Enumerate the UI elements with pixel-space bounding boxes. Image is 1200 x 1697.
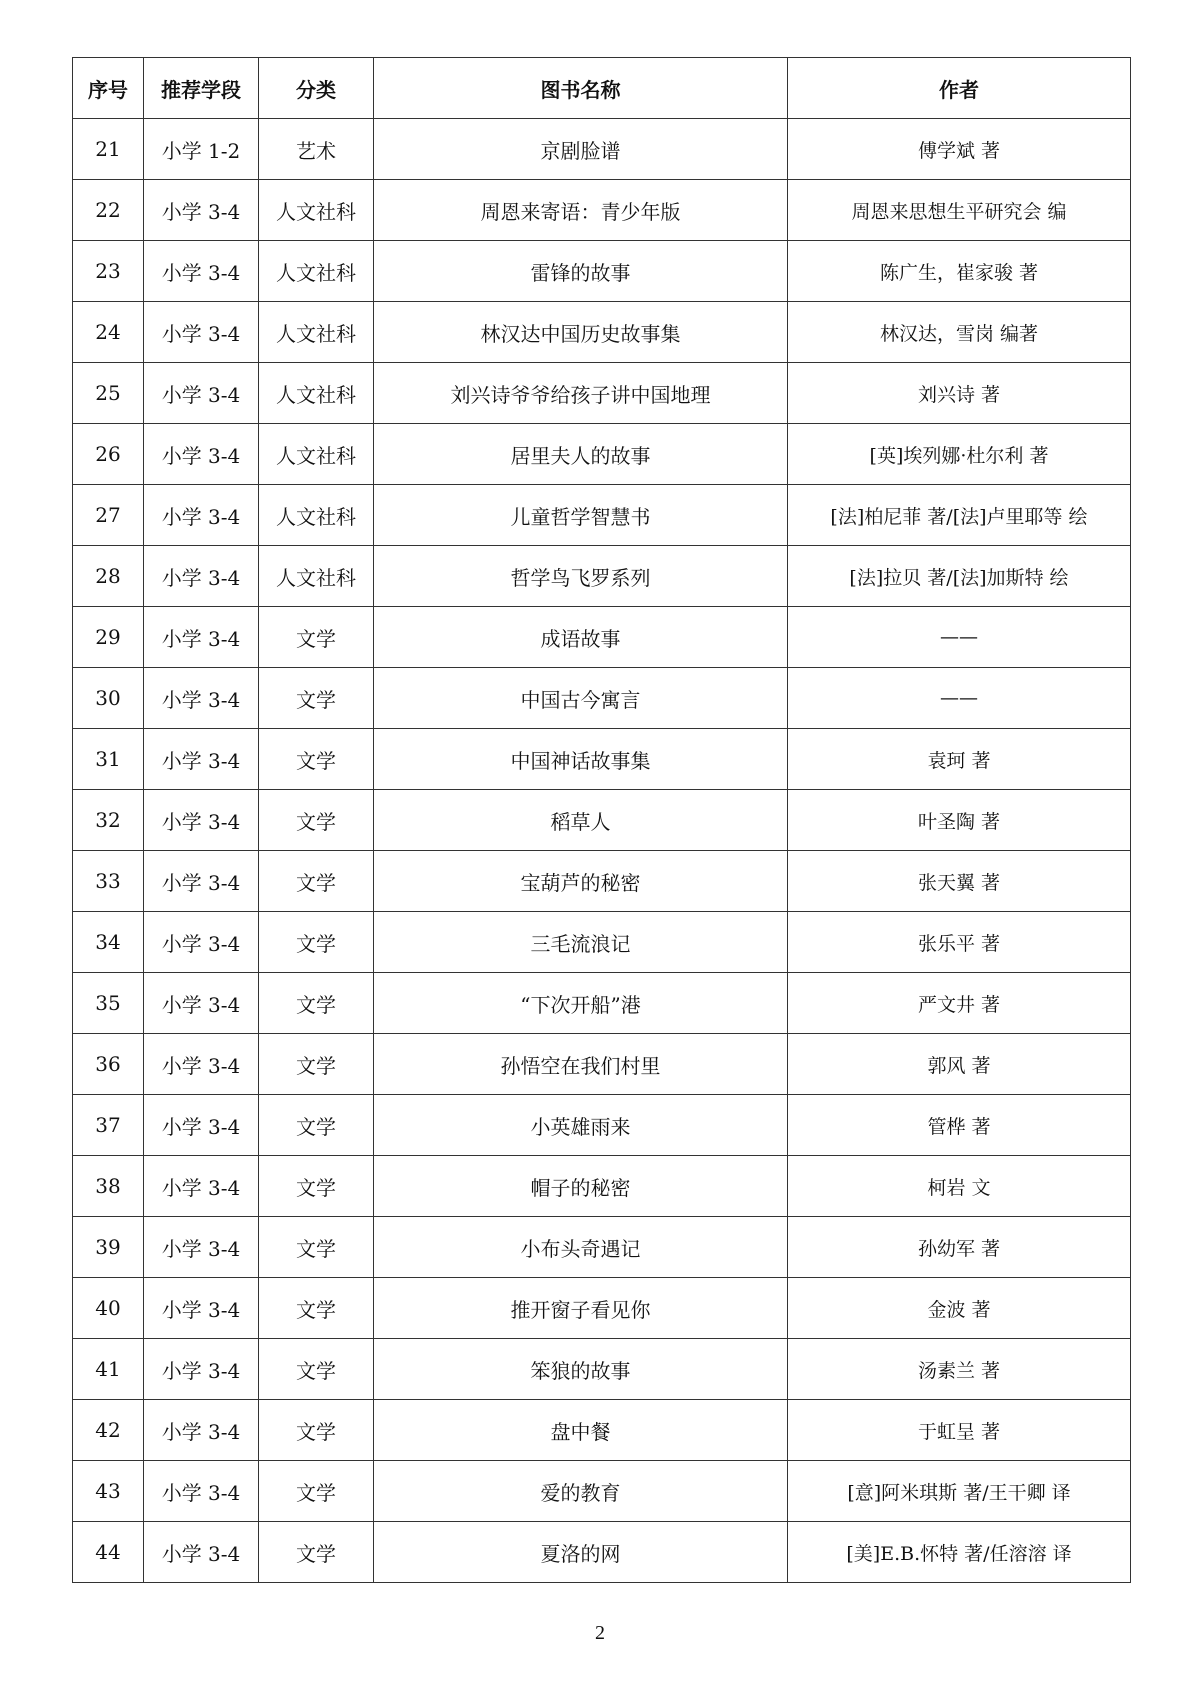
cell-author: 刘兴诗 著 (788, 363, 1131, 424)
cell-author: 柯岩 文 (788, 1156, 1131, 1217)
cell-category: 文学 (259, 1034, 374, 1095)
cell-category: 人文社科 (259, 363, 374, 424)
cell-title: 中国神话故事集 (374, 729, 788, 790)
cell-category: 文学 (259, 851, 374, 912)
cell-stage: 小学 3-4 (144, 363, 259, 424)
cell-no: 43 (73, 1461, 144, 1522)
cell-no: 26 (73, 424, 144, 485)
cell-title: 居里夫人的故事 (374, 424, 788, 485)
cell-author: 孙幼军 著 (788, 1217, 1131, 1278)
cell-category: 文学 (259, 1156, 374, 1217)
cell-title: 帽子的秘密 (374, 1156, 788, 1217)
cell-title: “下次开船”港 (374, 973, 788, 1034)
cell-category: 艺术 (259, 119, 374, 180)
cell-author: [法]拉贝 著/[法]加斯特 绘 (788, 546, 1131, 607)
cell-no: 32 (73, 790, 144, 851)
cell-stage: 小学 3-4 (144, 424, 259, 485)
cell-no: 29 (73, 607, 144, 668)
header-stage: 推荐学段 (144, 58, 259, 119)
cell-title: 稻草人 (374, 790, 788, 851)
cell-stage: 小学 1-2 (144, 119, 259, 180)
cell-category: 人文社科 (259, 241, 374, 302)
cell-no: 38 (73, 1156, 144, 1217)
table-row (73, 546, 1131, 607)
cell-no: 42 (73, 1400, 144, 1461)
cell-stage: 小学 3-4 (144, 1217, 259, 1278)
header-no: 序号 (73, 58, 144, 119)
cell-stage: 小学 3-4 (144, 912, 259, 973)
table-row (73, 1339, 1131, 1400)
table-row (73, 363, 1131, 424)
cell-stage: 小学 3-4 (144, 1400, 259, 1461)
cell-stage: 小学 3-4 (144, 485, 259, 546)
cell-stage: 小学 3-4 (144, 851, 259, 912)
cell-category: 人文社科 (259, 546, 374, 607)
table-row (73, 729, 1131, 790)
cell-no: 33 (73, 851, 144, 912)
cell-title: 小布头奇遇记 (374, 1217, 788, 1278)
cell-stage: 小学 3-4 (144, 973, 259, 1034)
table-row (73, 119, 1131, 180)
table-row (73, 241, 1131, 302)
cell-stage: 小学 3-4 (144, 1156, 259, 1217)
table-row (73, 1095, 1131, 1156)
cell-no: 37 (73, 1095, 144, 1156)
cell-category: 文学 (259, 1400, 374, 1461)
cell-title: 小英雄雨来 (374, 1095, 788, 1156)
cell-title: 笨狼的故事 (374, 1339, 788, 1400)
cell-stage: 小学 3-4 (144, 1034, 259, 1095)
cell-category: 文学 (259, 1095, 374, 1156)
cell-author: 林汉达，雪岗 编著 (788, 302, 1131, 363)
cell-author: 周恩来思想生平研究会 编 (788, 180, 1131, 241)
table-row (73, 668, 1131, 729)
cell-author: 叶圣陶 著 (788, 790, 1131, 851)
table-row (73, 607, 1131, 668)
cell-title: 京剧脸谱 (374, 119, 788, 180)
page-number: 2 (595, 1622, 605, 1644)
cell-title: 雷锋的故事 (374, 241, 788, 302)
cell-author: 管桦 著 (788, 1095, 1131, 1156)
cell-title: 爱的教育 (374, 1461, 788, 1522)
cell-no: 24 (73, 302, 144, 363)
cell-author: [法]柏尼菲 著/[法]卢里耶等 绘 (788, 485, 1131, 546)
cell-title: 盘中餐 (374, 1400, 788, 1461)
cell-author: [意]阿米琪斯 著/王干卿 译 (788, 1461, 1131, 1522)
table-row (73, 1156, 1131, 1217)
cell-no: 44 (73, 1522, 144, 1583)
cell-author: [美]E.B.怀特 著/任溶溶 译 (788, 1522, 1131, 1583)
cell-category: 文学 (259, 973, 374, 1034)
book-list-table (72, 57, 1131, 1583)
cell-author: [英]埃列娜·杜尔利 著 (788, 424, 1131, 485)
table-row (73, 1522, 1131, 1583)
table-row (73, 424, 1131, 485)
cell-category: 文学 (259, 1522, 374, 1583)
cell-title: 夏洛的网 (374, 1522, 788, 1583)
cell-category: 文学 (259, 912, 374, 973)
cell-author: 傅学斌 著 (788, 119, 1131, 180)
cell-author: 张乐平 著 (788, 912, 1131, 973)
table-body (73, 119, 1131, 1583)
cell-stage: 小学 3-4 (144, 1522, 259, 1583)
cell-no: 28 (73, 546, 144, 607)
cell-stage: 小学 3-4 (144, 546, 259, 607)
cell-category: 人文社科 (259, 302, 374, 363)
cell-category: 人文社科 (259, 485, 374, 546)
header-author: 作者 (788, 58, 1131, 119)
cell-stage: 小学 3-4 (144, 180, 259, 241)
cell-no: 35 (73, 973, 144, 1034)
cell-no: 21 (73, 119, 144, 180)
header-title: 图书名称 (374, 58, 788, 119)
cell-category: 文学 (259, 1217, 374, 1278)
cell-category: 人文社科 (259, 424, 374, 485)
cell-stage: 小学 3-4 (144, 241, 259, 302)
cell-author: 张天翼 著 (788, 851, 1131, 912)
table-header-row (73, 58, 1131, 119)
cell-no: 23 (73, 241, 144, 302)
table-row (73, 973, 1131, 1034)
table-row (73, 1278, 1131, 1339)
cell-stage: 小学 3-4 (144, 729, 259, 790)
cell-no: 39 (73, 1217, 144, 1278)
cell-no: 22 (73, 180, 144, 241)
cell-category: 文学 (259, 790, 374, 851)
cell-stage: 小学 3-4 (144, 302, 259, 363)
cell-category: 文学 (259, 607, 374, 668)
cell-title: 孙悟空在我们村里 (374, 1034, 788, 1095)
table-row (73, 302, 1131, 363)
cell-stage: 小学 3-4 (144, 1095, 259, 1156)
cell-category: 文学 (259, 1339, 374, 1400)
table-row (73, 1400, 1131, 1461)
cell-title: 三毛流浪记 (374, 912, 788, 973)
cell-stage: 小学 3-4 (144, 668, 259, 729)
table-row (73, 180, 1131, 241)
cell-category: 文学 (259, 729, 374, 790)
cell-title: 推开窗子看见你 (374, 1278, 788, 1339)
cell-stage: 小学 3-4 (144, 1339, 259, 1400)
cell-category: 文学 (259, 1461, 374, 1522)
cell-no: 25 (73, 363, 144, 424)
table-row (73, 851, 1131, 912)
cell-title: 林汉达中国历史故事集 (374, 302, 788, 363)
cell-title: 哲学鸟飞罗系列 (374, 546, 788, 607)
table-row (73, 1034, 1131, 1095)
cell-stage: 小学 3-4 (144, 1461, 259, 1522)
table-row (73, 1461, 1131, 1522)
cell-no: 36 (73, 1034, 144, 1095)
cell-author: 于虹呈 著 (788, 1400, 1131, 1461)
cell-author: 严文井 著 (788, 973, 1131, 1034)
cell-author: —— (788, 668, 1131, 729)
cell-title: 成语故事 (374, 607, 788, 668)
cell-category: 文学 (259, 668, 374, 729)
cell-no: 27 (73, 485, 144, 546)
cell-author: 汤素兰 著 (788, 1339, 1131, 1400)
cell-category: 人文社科 (259, 180, 374, 241)
cell-title: 周恩来寄语：青少年版 (374, 180, 788, 241)
cell-title: 宝葫芦的秘密 (374, 851, 788, 912)
cell-no: 41 (73, 1339, 144, 1400)
cell-author: 金波 著 (788, 1278, 1131, 1339)
cell-author: 陈广生，崔家骏 著 (788, 241, 1131, 302)
cell-no: 40 (73, 1278, 144, 1339)
cell-title: 儿童哲学智慧书 (374, 485, 788, 546)
cell-no: 34 (73, 912, 144, 973)
cell-category: 文学 (259, 1278, 374, 1339)
cell-author: 郭风 著 (788, 1034, 1131, 1095)
table-row (73, 485, 1131, 546)
cell-no: 31 (73, 729, 144, 790)
cell-title: 刘兴诗爷爷给孩子讲中国地理 (374, 363, 788, 424)
cell-author: —— (788, 607, 1131, 668)
cell-title: 中国古今寓言 (374, 668, 788, 729)
table-row (73, 912, 1131, 973)
cell-author: 袁珂 著 (788, 729, 1131, 790)
cell-stage: 小学 3-4 (144, 607, 259, 668)
cell-stage: 小学 3-4 (144, 1278, 259, 1339)
header-category: 分类 (259, 58, 374, 119)
cell-stage: 小学 3-4 (144, 790, 259, 851)
table-row (73, 790, 1131, 851)
cell-no: 30 (73, 668, 144, 729)
table-row (73, 1217, 1131, 1278)
